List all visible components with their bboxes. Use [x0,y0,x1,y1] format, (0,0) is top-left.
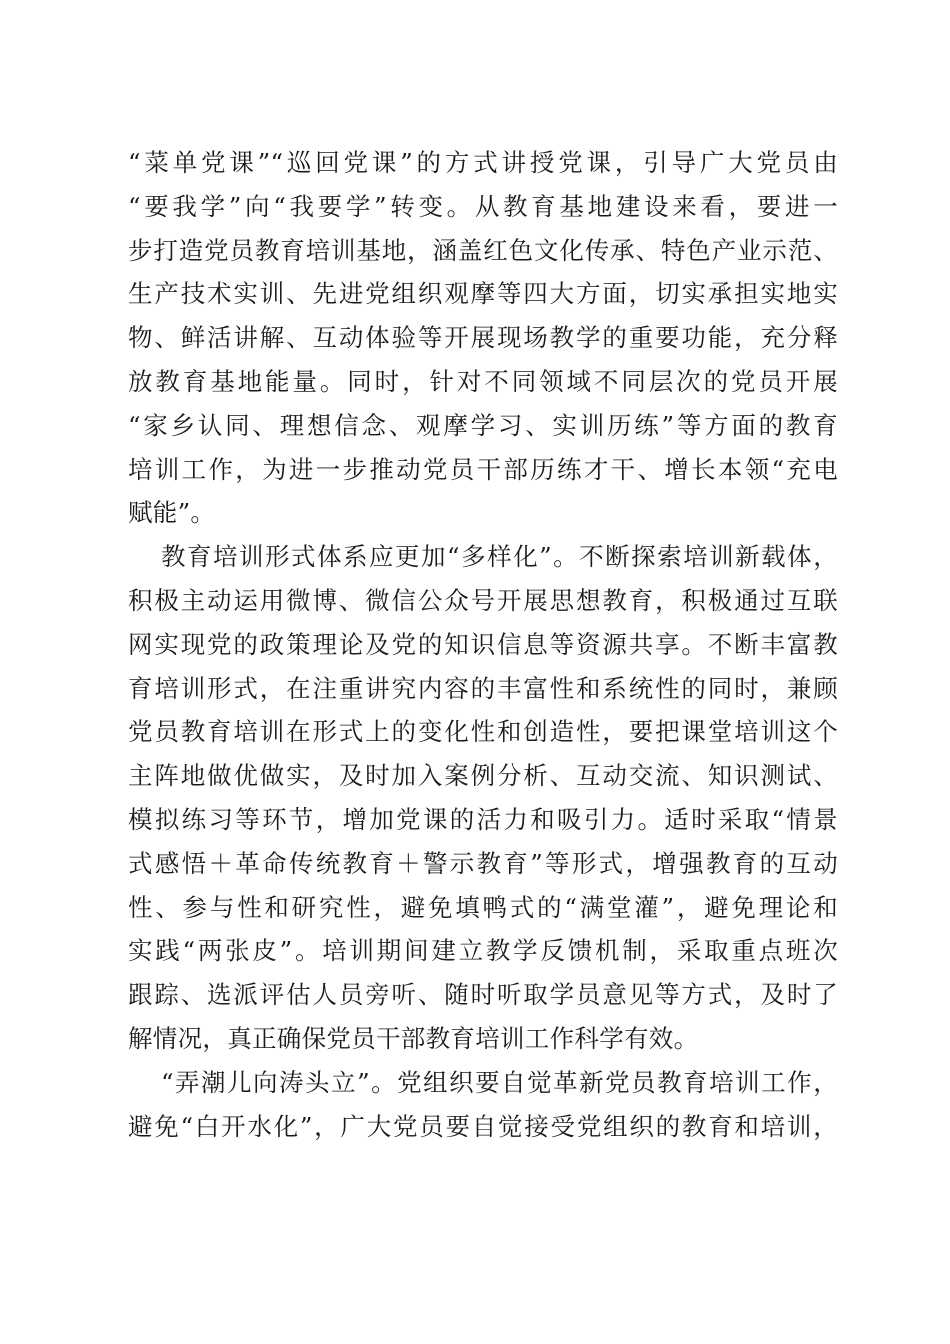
text-line: 物、鲜活讲解、互动体验等开展现场教学的重要功能，充分释 [128,323,838,353]
text-line: 跟踪、选派评估人员旁听、随时听取学员意见等方式，及时了 [128,980,838,1010]
text-line: 积极主动运用微博、微信公众号开展思想教育，积极通过互联 [128,585,838,615]
body-text [128,141,838,1148]
text-line: 主阵地做优做实，及时加入案例分析、互动交流、知识测试、 [128,761,838,791]
text-line: 模拟练习等环节，增加党课的活力和吸引力。适时采取“情景 [128,804,838,834]
text-line: 党员教育培训在形式上的变化性和创造性，要把课堂培训这个 [128,717,838,747]
text-line: “菜单党课”“巡回党课”的方式讲授党课，引导广大党员由 [128,148,838,177]
text-line: 培训工作，为进一步推动党员干部历练才干、增长本领“充电 [128,454,838,484]
text-line: 网实现党的政策理论及党的知识信息等资源共享。不断丰富教 [128,629,838,659]
text-line: 避免“白开水化”，广大党员要自觉接受党组织的教育和培训， [128,1111,838,1141]
paragraph-first-line: 教育培训形式体系应更加“多样化”。不断探索培训新载体， [161,542,838,572]
text-line: 放教育基地能量。同时，针对不同领域不同层次的党员开展 [128,366,838,396]
text-line: 性、参与性和研究性，避免填鸭式的“满堂灌”，避免理论和 [128,892,838,922]
text-line: “要我学”向“我要学”转变。从教育基地建设来看，要进一 [128,191,838,221]
paragraph-first-line: “弄潮儿向涛头立”。党组织要自觉革新党员教育培训工作， [161,1067,838,1097]
text-line: 赋能”。 [128,498,216,528]
text-line: 生产技术实训、先进党组织观摩等四大方面，切实承担实地实 [128,279,838,309]
text-line: “家乡认同、理想信念、观摩学习、实训历练”等方面的教育 [128,410,838,440]
text-line: 育培训形式，在注重讲究内容的丰富性和系统性的同时，兼顾 [128,673,838,703]
text-line: 式感悟＋革命传统教育＋警示教育”等形式，增强教育的互动 [128,848,838,878]
text-line: 步打造党员教育培训基地，涵盖红色文化传承、特色产业示范、 [128,235,838,265]
text-line: 解情况，真正确保党员干部教育培训工作科学有效。 [128,1023,699,1053]
text-line: 实践“两张皮”。培训期间建立教学反馈机制，采取重点班次 [128,936,838,966]
